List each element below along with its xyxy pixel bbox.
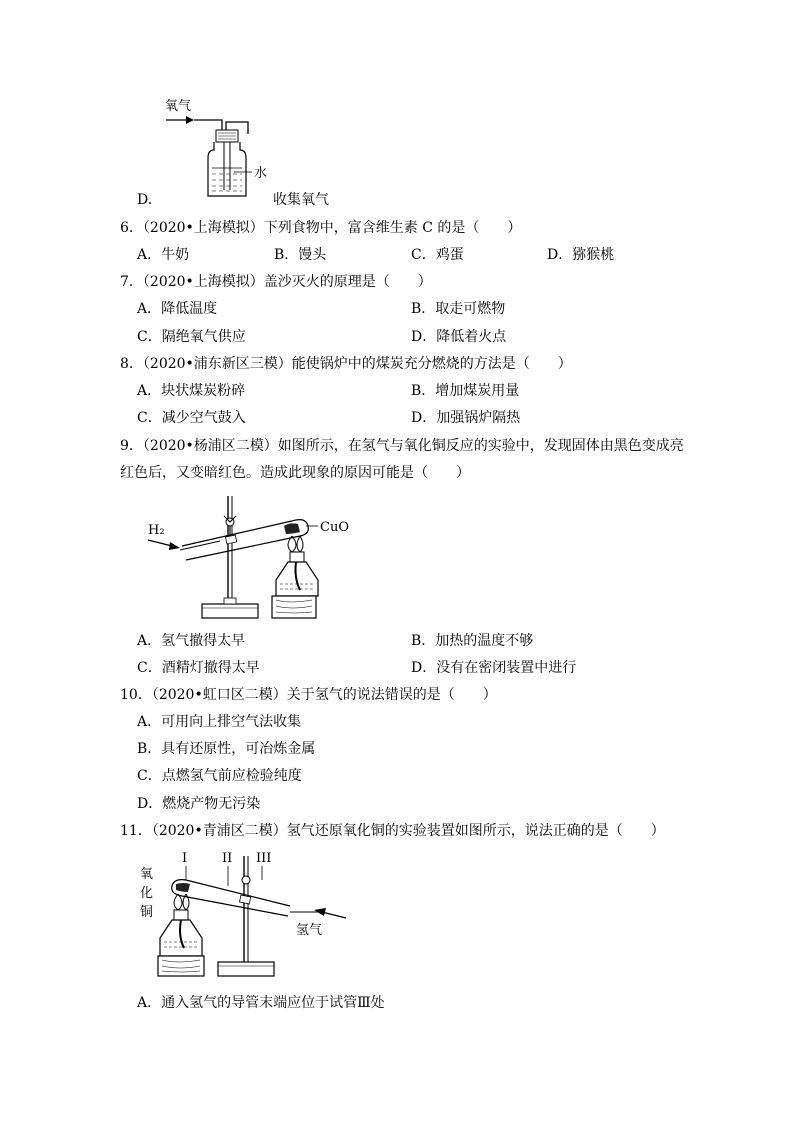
cuo-label-char-1: 氧 <box>140 867 154 882</box>
q10-option-d: D．燃烧产物无污染 <box>137 796 261 812</box>
q9-stem-line2: 红色后，又变暗红色。造成此现象的原因可能是（ ） <box>120 465 470 481</box>
position-ii-label: II <box>222 851 233 866</box>
water-label: 水 <box>254 166 268 181</box>
q6-option-b: B．馒头 <box>274 247 327 263</box>
q6-option-d: D．猕猴桃 <box>547 247 615 263</box>
q6-option-a: A．牛奶 <box>137 247 190 263</box>
q11-option-a: A．通入氢气的导管末端应位于试管Ⅲ处 <box>137 995 385 1011</box>
q9-option-d: D．没有在密闭装置中进行 <box>411 660 577 676</box>
position-i-label: I <box>182 851 188 866</box>
q7-option-c: C．隔绝氧气供应 <box>137 329 246 345</box>
q6-option-c: C．鸡蛋 <box>411 247 464 263</box>
q7-option-a: A．降低温度 <box>137 301 218 317</box>
cuo-label: CuO <box>320 520 349 535</box>
oxygen-inlet-label: 氧气 <box>165 99 192 114</box>
q9-option-b: B．加热的温度不够 <box>411 633 534 649</box>
cuo-label-char-3: 铜 <box>140 905 154 920</box>
q8-option-d: D．加强锅炉隔热 <box>411 410 521 426</box>
hydrogen-inlet-label: 氢气 <box>296 923 323 938</box>
q8-stem: 8．（2020•浦东新区三模）能使锅炉中的煤炭充分燃烧的方法是（ ） <box>120 356 572 372</box>
q10-option-b: B．具有还原性，可冶炼金属 <box>137 741 316 757</box>
q6-stem: 6．（2020•上海模拟）下列食物中，富含维生素 C 的是（ ） <box>120 220 522 236</box>
q8-option-b: B．增加煤炭用量 <box>411 383 520 399</box>
q9-option-a: A．氢气撤得太早 <box>137 633 246 649</box>
q7-option-b: B．取走可燃物 <box>411 301 506 317</box>
cuo-label-char-2: 化 <box>140 886 154 901</box>
h2-label: H₂ <box>148 523 165 538</box>
q7-option-d: D．降低着火点 <box>411 329 507 345</box>
q7-stem: 7．（2020•上海模拟）盖沙灭火的原理是（ ） <box>120 274 432 290</box>
q10-stem: 10．（2020•虹口区二模）关于氢气的说法错误的是（ ） <box>120 687 497 703</box>
q9-stem-line1: 9．（2020•杨浦区二模）如图所示，在氢气与氧化铜反应的实验中，发现固体由黑色变成亮 <box>120 438 684 454</box>
q10-option-a: A．可用向上排空气法收集 <box>137 714 302 730</box>
q11-stem: 11．（2020•青浦区二模）氢气还原氧化铜的实验装置如图所示，说法正确的是（ ） <box>120 823 665 839</box>
q5-option-d-label: D. <box>137 192 153 208</box>
position-iii-label: III <box>256 851 272 866</box>
q5-option-d-caption: 收集氧气 <box>273 192 329 208</box>
q8-option-c: C．减少空气鼓入 <box>137 410 246 426</box>
q9-option-c: C．酒精灯撤得太早 <box>137 660 260 676</box>
q8-option-a: A．块状煤炭粉碎 <box>137 383 246 399</box>
q10-option-c: C．点燃氢气前应检验纯度 <box>137 768 302 784</box>
